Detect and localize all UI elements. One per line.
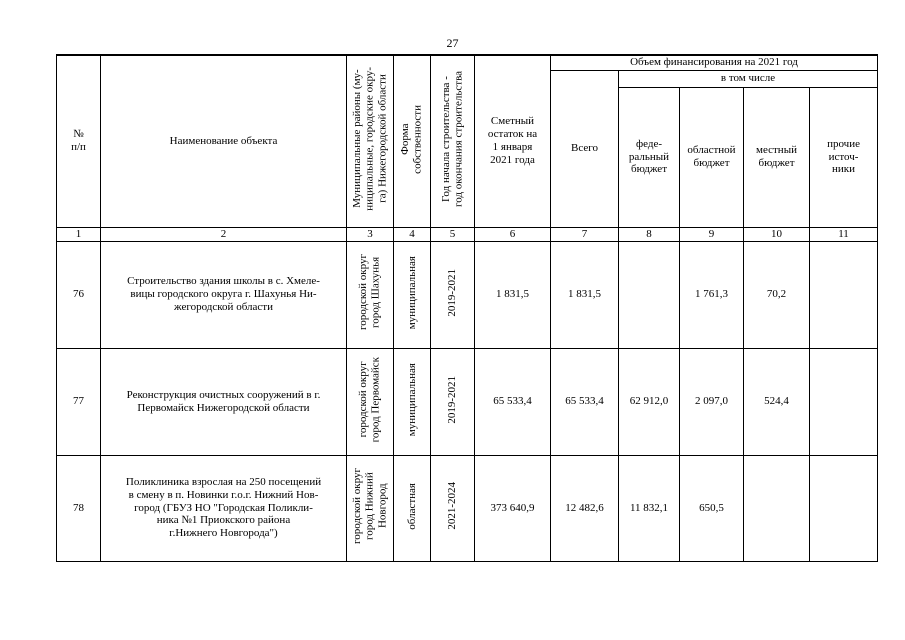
- row-years: 2019-2021: [446, 268, 459, 317]
- row-federal: [619, 241, 680, 348]
- row-years-cell: [431, 241, 475, 348]
- header-funding-group: Объем финансирования на 2021 год: [551, 55, 878, 70]
- row-years-cell: [431, 348, 475, 455]
- column-number: 6: [475, 227, 551, 241]
- row-no: 78: [57, 455, 101, 561]
- header-ownership-cell: [394, 55, 431, 227]
- row-name: Строительство здания школы в с. Хмеле- вицы городского округа г. Шахунья Ни- жегородской области: [101, 241, 347, 348]
- row-ownership-cell: [394, 455, 431, 561]
- row-regional: 650,5: [680, 455, 744, 561]
- header-total: Всего: [551, 70, 619, 227]
- row-years: 2019-2021: [446, 375, 459, 424]
- table-row: [57, 241, 878, 348]
- row-years: 2021-2024: [446, 482, 459, 530]
- header-other: прочие источ- ники: [810, 87, 878, 227]
- row-ownership-cell: [394, 241, 431, 348]
- header-ownership: Форма собственности: [399, 104, 424, 174]
- column-number: 5: [431, 227, 475, 241]
- header-municipality-cell: [347, 55, 394, 227]
- header-estimate: Сметный остаток на 1 января 2021 года: [475, 55, 551, 227]
- row-local: 524,4: [744, 348, 810, 455]
- column-number: 1: [57, 227, 101, 241]
- header-local: местный бюджет: [744, 87, 810, 227]
- row-municipality: городской округ город Шахунья: [357, 254, 382, 331]
- column-number: 4: [394, 227, 431, 241]
- column-number-row: [57, 227, 878, 241]
- row-other: [810, 348, 878, 455]
- header-including: в том числе: [619, 70, 878, 87]
- row-estimate: 373 640,9: [475, 455, 551, 561]
- row-ownership: областная: [405, 482, 418, 530]
- column-number: 7: [551, 227, 619, 241]
- header-federal: феде- ральный бюджет: [619, 87, 680, 227]
- column-number: 9: [680, 227, 744, 241]
- column-number: 2: [101, 227, 347, 241]
- row-ownership: муниципальная: [405, 362, 418, 437]
- column-number: 11: [810, 227, 878, 241]
- row-federal: 11 832,1: [619, 455, 680, 561]
- header-municipality: Муниципальные районы (му- ниципальные, городские окру- га) Нижегородской области: [351, 67, 389, 212]
- row-estimate: 1 831,5: [475, 241, 551, 348]
- header-name: Наименование объекта: [101, 55, 347, 227]
- row-ownership: муниципальная: [405, 255, 418, 330]
- row-municipality: городской округ город Первомайск: [357, 356, 382, 443]
- row-regional: 2 097,0: [680, 348, 744, 455]
- row-other: [810, 241, 878, 348]
- column-number: 10: [744, 227, 810, 241]
- row-regional: 1 761,3: [680, 241, 744, 348]
- column-number: 8: [619, 227, 680, 241]
- row-total: 65 533,4: [551, 348, 619, 455]
- row-municipality-cell: [347, 348, 394, 455]
- row-municipality-cell: [347, 241, 394, 348]
- row-no: 76: [57, 241, 101, 348]
- row-name: Реконструкция очистных сооружений в г. Первомайск Нижегородской области: [101, 348, 347, 455]
- header-years-cell: [431, 55, 475, 227]
- header-years: Год начала строительства - год окончания строительства: [439, 71, 465, 208]
- row-local: [744, 455, 810, 561]
- row-name: Поликлиника взрослая на 250 посещений в смену в п. Новинки г.о.г. Нижний Нов- город (ГБУЗ НО "Городская Поликли- ника №1 Приокского района г.Нижнего Новгорода"): [101, 455, 347, 561]
- row-total: 1 831,5: [551, 241, 619, 348]
- header-no: № п/п: [57, 55, 101, 227]
- row-no: 77: [57, 348, 101, 455]
- row-total: 12 482,6: [551, 455, 619, 561]
- page-number: 27: [446, 36, 459, 50]
- row-federal: 62 912,0: [619, 348, 680, 455]
- column-number: 3: [347, 227, 394, 241]
- row-ownership-cell: [394, 348, 431, 455]
- table-row: [57, 348, 878, 455]
- header-regional: областной бюджет: [680, 87, 744, 227]
- row-estimate: 65 533,4: [475, 348, 551, 455]
- row-local: 70,2: [744, 241, 810, 348]
- row-other: [810, 455, 878, 561]
- row-years-cell: [431, 455, 475, 561]
- funding-table: [56, 54, 878, 562]
- row-municipality-cell: [347, 455, 394, 561]
- row-municipality: городской округ город Нижний Новгород: [351, 467, 389, 545]
- table-row: [57, 455, 878, 561]
